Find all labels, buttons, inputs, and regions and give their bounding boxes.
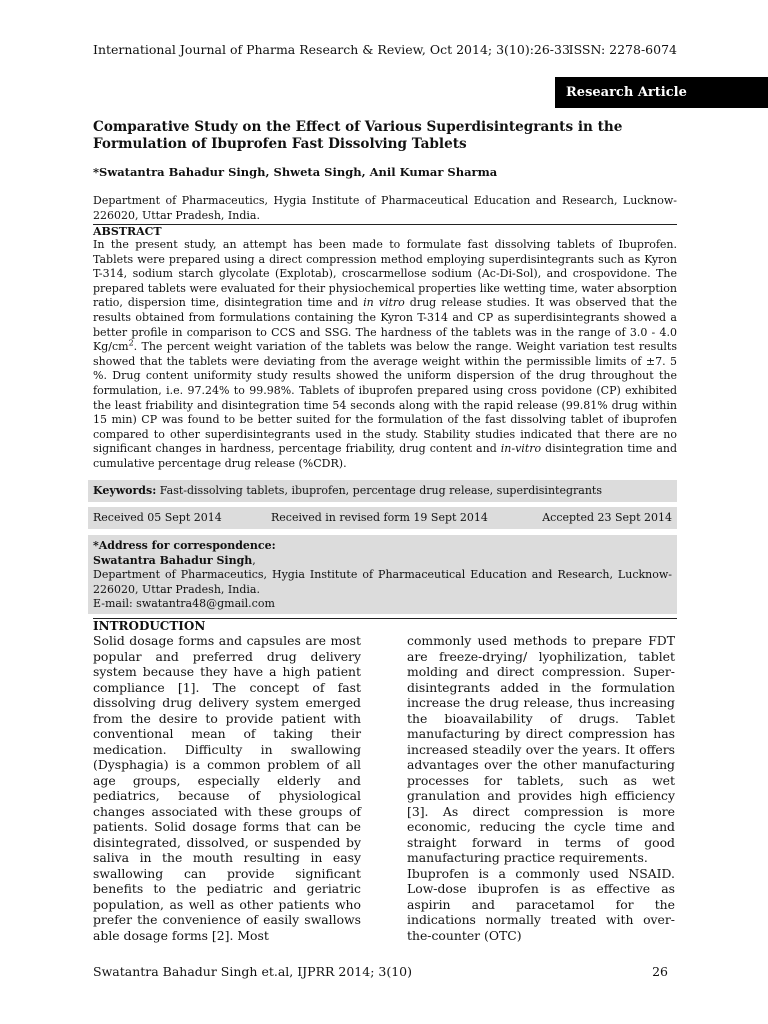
article-type-badge: Research Article: [555, 77, 768, 108]
correspondence-box: [88, 535, 677, 614]
correspondence-name-line: [93, 554, 672, 569]
keywords-bar: [88, 480, 677, 502]
keywords-text: Fast-dissolving tablets, ibuprofen, percentage drug release, superdisintegrants: [156, 484, 602, 497]
running-footer: [93, 964, 677, 982]
keywords-label: Keywords:: [93, 484, 157, 497]
intro-column-left: [93, 633, 361, 943]
page-number: 26: [652, 964, 668, 979]
abstract-text: [93, 238, 677, 472]
abstract-part-3: . The percent weight variation of the tablets was below the range. Weight variation test results showed that the tablets were deviating from the average weight within the permissible limits of ±7. 5 %. Drug content uniformity study results showed the uniform dispersion of the drug throughout the formulation, i.e. 97.24% to 99.98%. Tablets of ibuprofen prepared using cross povidone (CP) exhibited the least friability and disintegration time 54 seconds along with the rapid release (99.81% drug within 15 min) CP was found to be better suited for the formulation of the fast dissolving tablet of ibuprofen compared to other superdisintegrants used in the study. Stability studies indicated that there are no significant changes in hardness, percentage friability, drug content and: [93, 340, 677, 456]
introduction-heading: INTRODUCTION: [93, 619, 206, 633]
abstract-heading: ABSTRACT: [93, 225, 162, 238]
name-suffix: ,: [252, 553, 256, 567]
correspondence-address: Department of Pharmaceutics, Hygia Institute of Pharmaceutical Education and Research, Lucknow-226020, Uttar Pradesh, India.: [93, 568, 672, 596]
journal-citation: International Journal of Pharma Research & Review, Oct 2014; 3(10):26-33: [93, 42, 570, 57]
revised-date: Received in revised form 19 Sept 2014: [271, 511, 488, 524]
dates-bar: [88, 507, 677, 529]
intro-paragraph-3: Ibuprofen is a commonly used NSAID. Low-dose ibuprofen is as effective as aspirin and paracetamol for the indications normally treated with over-the-counter (OTC): [407, 865, 675, 943]
abstract-part-2: drug release studies. It was observed that the results obtained from formulations containing the Kyron T-314 and CP as superdisintegrants showed a better profile in comparison to CCS and SSG. The hardness of the tablets was in the range of 3.0 - 4.0 Kg/cm: [93, 296, 677, 354]
intro-paragraph-1: Solid dosage forms and capsules are most popular and preferred drug delivery system because they have a high patient compliance [1]. The concept of fast dissolving drug delivery system emerged from the desire to provide patient with conventional mean of taking their medication. Difficulty in swallowing (Dysphagia) is a common problem of all age groups, especially elderly and pediatrics, because of physiological changes associated with these groups of patients. Solid dosage forms that can be disintegrated, dissolved, or suspended by saliva in the mouth resulting in easy swallowing can provide significant benefits to the pediatric and geriatric population, as well as other patients who prefer the convenience of easily swallows able dosage forms [2]. Most: [93, 633, 361, 943]
running-header: [93, 42, 677, 62]
abstract-part-1: In the present study, an attempt has been made to formulate fast dissolving tablets of Ibuprofen. Tablets were prepared using a direct compression method employing superdisintegrants such as Kyron T-314, sodium starch glycolate (Explotab), croscarmellose sodium (Ac-Di-Sol), and crospovidone. The prepared tablets were evaluated for their physiochemical properties like wetting time, water absorption ratio, dispersion time, disintegration time and: [93, 238, 677, 310]
correspondence-label: *Address for correspondence:: [93, 539, 276, 552]
abstract-superscript: 2: [128, 338, 134, 348]
received-date: Received 05 Sept 2014: [93, 511, 222, 524]
issn: ISSN: 2278-6074: [568, 42, 677, 57]
intro-paragraph-2: commonly used methods to prepare FDT are freeze-drying/ lyophilization, tablet molding and direct compression. Super-disintegrants added in the formulation increase the drug release, thus increasing the bioavailability of drugs. Tablet manufacturing by direct compression has increased steadily over the years. It offers advantages over the other manufacturing processes for tablets, such as wet granulation and provides high efficiency [3]. As direct compression is more economic, reducing the cycle time and straight forward in terms of good manufacturing practice requirements.: [407, 633, 675, 865]
abstract-part-4: disintegration time and cumulative percentage drug release (%CDR).: [93, 442, 677, 470]
accepted-date: Accepted 23 Sept 2014: [542, 511, 672, 524]
abstract-italic-2: in-vitro: [500, 442, 542, 456]
footer-citation: Swatantra Bahadur Singh et.al, IJPRR 2014; 3(10): [93, 964, 413, 979]
affiliation: Department of Pharmaceutics, Hygia Institute of Pharmaceutical Education and Research, Lucknow-226020, Uttar Pradesh, India.: [93, 194, 677, 222]
author-list: *Swatantra Bahadur Singh, Shweta Singh, Anil Kumar Sharma: [93, 165, 498, 179]
correspondence-email: E-mail: swatantra48@gmail.com: [93, 597, 275, 610]
correspondence-name: Swatantra Bahadur Singh: [93, 553, 253, 567]
abstract-italic-1: in vitro: [363, 296, 405, 310]
article-title: Comparative Study on the Effect of Various Superdisintegrants in the Formulation of Ibuprofen Fast Dissolving Tablets: [93, 119, 623, 152]
abstract-divider: [93, 224, 677, 225]
intro-column-right: [407, 633, 675, 943]
